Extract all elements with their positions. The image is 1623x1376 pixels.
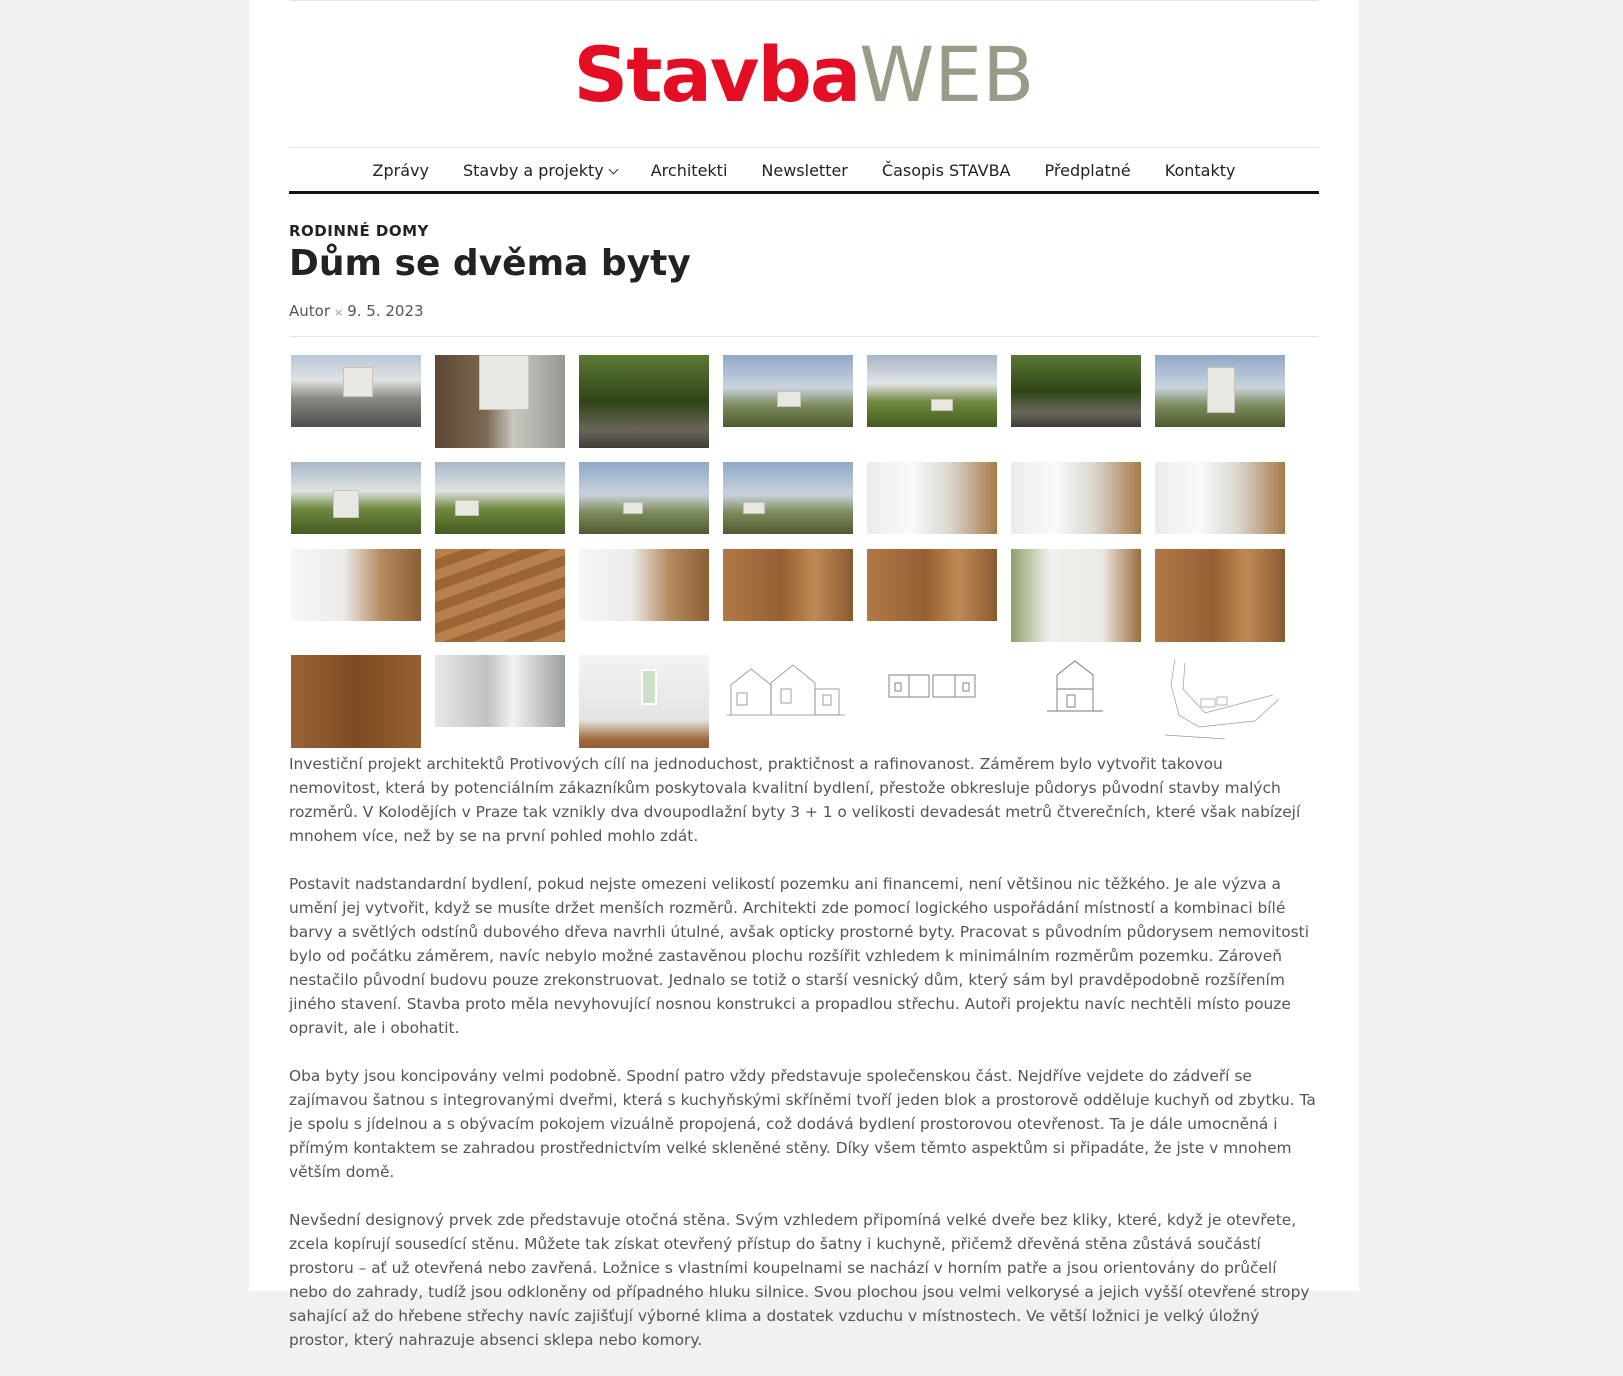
article-paragraph: Postavit nadstandardní bydlení, pokud nejste omezeni velikostí pozemku ani financemi, není většinou nic těžkého. Je ale výzva a umění jej vytvořit, když se musíte držet menších rozměrů. Architekti zde pomocí logického uspořádání místností a kombinaci bílé barvy a světlých odstínů dubového dřeva navrhli útulné, avšak opticky prostorné byty. Pracovat s původním půdorysem nemovitosti bylo od počátku záměrem, navíc nebylo možné zastavěnou plochu rozšířit vzhledem k minimálním rozměrům pozemku. Zároveň nestačilo původní budovu pouze zrekonstruovat. Jednalo se totiž o starší vesnický dům, který sám byl pravděpodobně rozšířením jiného stavení. Stavba proto měla nevyhovující nosnou konstrukci a propadlou střechu. Autoři projektu navíc nechtěli místo pouze opravit, ale i obohatit.: [289, 875, 1309, 1037]
nav-label: Newsletter: [761, 160, 848, 180]
gallery-thumb-20[interactable]: [1011, 549, 1141, 642]
article-paragraph: Nevšední designový prvek zde představuje otočná stěna. Svým vzhledem připomíná velké dveře bez kliky, které, když je otevřete, zcela kopírují sousedící stěnu. Můžete tak získat otevřený přístup do šatny i kuchyně, přičemž dřevěná stěna zůstává součástí prostoru – ať už otevřená nebo zavřená. Ložnice s vlastními koupelnami se nachází v horním patře a jsou orientovány do průčelí nebo do zahrady, tudíž jsou odkloněny od případného hluku silnice. Svou plochou jsou velmi velkorysé a jejich vyšší otevřené stropy sahající až do hřebene střechy navíc zajišťují výborné klima a dostatek vzduchu v místnostech. Ve větší ložnici je velký úložný prostor, který nahrazuje absenci sklepa nebo komory.: [289, 1211, 1310, 1349]
gallery-thumb-17[interactable]: [579, 549, 709, 621]
gallery-thumb-8[interactable]: [291, 462, 421, 534]
gallery-thumb-11[interactable]: [723, 462, 853, 534]
gallery-thumb-16[interactable]: [435, 549, 565, 642]
main-nav: [289, 148, 1319, 192]
nav-item-zpravy[interactable]: [373, 161, 429, 180]
gallery-thumb-6[interactable]: [1011, 355, 1141, 427]
gallery-thumb-2[interactable]: [435, 355, 565, 448]
article-body: [289, 752, 1319, 1376]
gallery-thumb-14[interactable]: [1155, 462, 1285, 534]
nav-label: Kontakty: [1164, 160, 1236, 180]
logo-web: WEB: [859, 30, 1035, 119]
nav-item-stavby-a-projekty[interactable]: [463, 161, 617, 180]
nav-label: Předplatné: [1044, 160, 1131, 180]
gallery-thumb-27[interactable]: [1011, 655, 1141, 748]
nav-label: Stavby a projekty: [462, 160, 604, 180]
top-divider: [289, 0, 1319, 1]
article-title: Dům se dvěma byty: [289, 243, 691, 284]
publish-date: 9. 5. 2023: [347, 302, 424, 320]
gallery-thumb-12[interactable]: [867, 462, 997, 534]
meta-divider: [289, 336, 1319, 337]
gallery-thumb-7[interactable]: [1155, 355, 1285, 427]
article-category[interactable]: RODINNÉ DOMY: [289, 222, 429, 240]
gallery-thumb-4[interactable]: [723, 355, 853, 427]
gallery-thumb-28[interactable]: [1155, 655, 1285, 748]
nav-bottom-divider: [289, 191, 1319, 194]
article-paragraph: Investiční projekt architektů Protivových cílí na jednoduchost, praktičnost a rafinovanost. Záměrem bylo vytvořit takovou nemovitost, která by potenciálním zákazníkům poskytovala kvalitní bydlení, přestože obkresluje půdorys původní stavby malých rozměrů. V Kolodějích v Praze tak vznikly dva dvoupodlažní byty 3 + 1 o velikosti devadesát metrů čtverečních, které však nabízejí mnohem více, než by se na první pohled mohlo zdát.: [289, 755, 1301, 845]
article-paragraph: Oba byty jsou koncipovány velmi podobně. Spodní patro vždy představuje společenskou část. Nejdříve vejdete do zádveří se zajímavou šatnou s integrovanými dveřmi, která s kuchyňskými skříněmi tvoří jeden blok a prostorově odděluje kuchyň od zbytku. Ta je spolu s jídelnou a s obývacím pokojem vizuálně propojená, což dodává bydlení prostorovou otevřenost. Ta je dále umocněná i přímým kontaktem se zahradou prostřednictvím velké skleněné stěny. Díky všem těmto aspektům si připadáte, že jste v mnohem větším domě.: [289, 1067, 1316, 1181]
gallery-thumb-25[interactable]: [723, 655, 853, 748]
gallery-thumb-5[interactable]: [867, 355, 997, 427]
nav-item-architekti[interactable]: [651, 161, 728, 180]
nav-item-kontakty[interactable]: [1165, 161, 1236, 180]
nav-label: Architekti: [650, 160, 728, 180]
gallery-thumb-9[interactable]: [435, 462, 565, 534]
gallery-thumb-22[interactable]: [291, 655, 421, 748]
gallery-thumb-1[interactable]: [291, 355, 421, 427]
gallery-thumb-26[interactable]: [867, 655, 997, 748]
nav-label: Zprávy: [372, 160, 429, 180]
author-link[interactable]: Autor: [289, 302, 330, 320]
gallery-thumb-10[interactable]: [579, 462, 709, 534]
nav-item-newsletter[interactable]: [761, 161, 848, 180]
gallery-thumb-23[interactable]: [435, 655, 565, 727]
gallery-thumb-15[interactable]: [291, 549, 421, 621]
gallery-thumb-21[interactable]: [1155, 549, 1285, 642]
site-logo[interactable]: [289, 30, 1319, 120]
gallery-thumb-3[interactable]: [579, 355, 709, 448]
gallery-thumb-13[interactable]: [1011, 462, 1141, 534]
gallery-thumb-24[interactable]: [579, 655, 709, 748]
article-meta: [289, 302, 424, 320]
chevron-down-icon: [608, 164, 618, 174]
meta-separator: ×: [334, 306, 344, 319]
logo-stavba: Stavba: [573, 30, 860, 119]
nav-label: Časopis STAVBA: [881, 160, 1011, 180]
nav-item-predplatne[interactable]: [1045, 161, 1131, 180]
gallery-thumb-19[interactable]: [867, 549, 997, 621]
page: [249, 0, 1359, 1349]
nav-item-casopis-stavba[interactable]: [882, 161, 1011, 180]
gallery-thumb-18[interactable]: [723, 549, 853, 621]
